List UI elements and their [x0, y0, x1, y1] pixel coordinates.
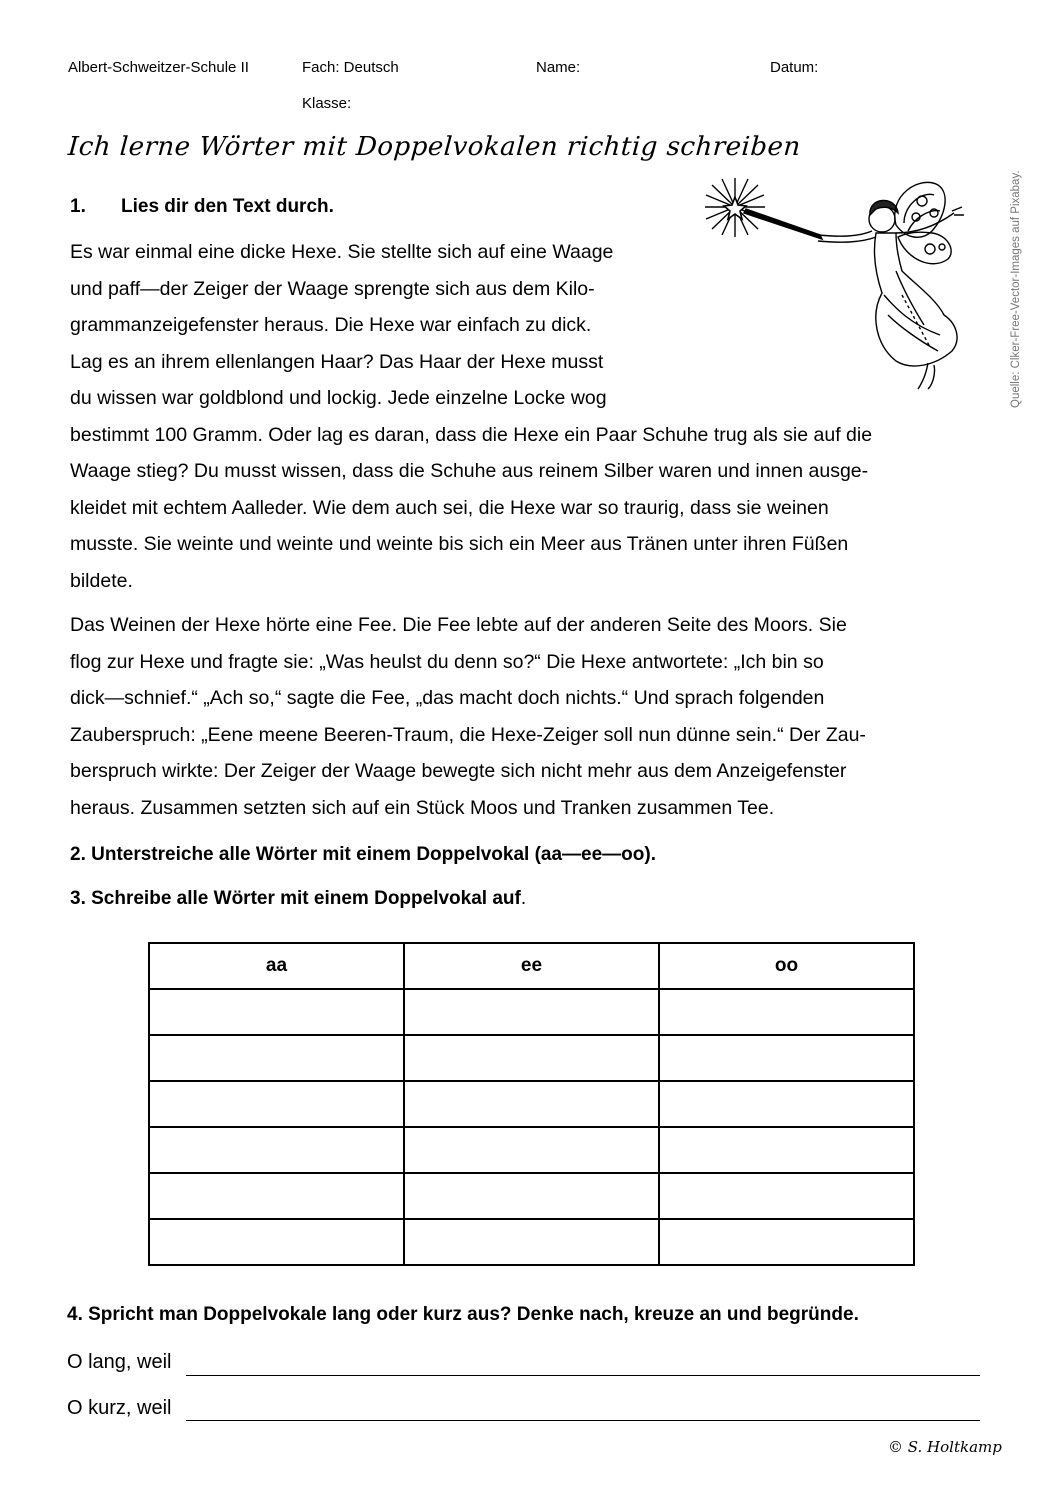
story-line: Waage stieg? Du musst wissen, dass die Schuhe aus reinem Silber waren und innen ausge- [70, 460, 869, 482]
image-source-credit: Quelle: Clker-Free-Vector-Images auf Pixabay. [1010, 170, 1022, 408]
task3-instruction [70, 888, 526, 910]
story-line: Lag es an ihrem ellenlangen Haar? Das Haar der Hexe musst [70, 350, 604, 373]
story-line: flog zur Hexe und fragte sie: „Was heulst du denn so?“ Die Hexe antwortete: „Ich bin so [70, 650, 824, 673]
table-row [149, 1173, 914, 1219]
option-long[interactable]: O lang, weil [67, 1351, 172, 1373]
table-row [149, 1127, 914, 1173]
story-paragraph-2 [70, 607, 866, 826]
table-row [149, 1035, 914, 1081]
table-row [149, 1081, 914, 1127]
story-line: Es war einmal eine dicke Hexe. Sie stellte sich auf eine Waage [70, 241, 614, 263]
answer-cell[interactable] [659, 1081, 914, 1127]
story-line: und paff—der Zeiger der Waage sprengte sich aus dem Kilo- [70, 277, 595, 300]
answer-cell[interactable] [404, 1127, 659, 1173]
task1-number: 1. [70, 196, 86, 217]
copyright-note: © S. Holtkamp [888, 1438, 1002, 1456]
table-row [149, 989, 914, 1035]
task2-instruction: 2. Unterstreiche alle Wörter mit einem Doppelvokal (aa—ee—oo). [70, 844, 656, 865]
story-line: berspruch wirkte: Der Zeiger der Waage bewegte sich nicht mehr aus dem Anzeigefenster [70, 760, 847, 782]
answer-cell[interactable] [659, 1173, 914, 1219]
answer-cell[interactable] [149, 1035, 404, 1081]
story-line: heraus. Zusammen setzten sich auf ein Stück Moos und Tranken zusammen Tee. [70, 796, 775, 819]
answer-cell[interactable] [149, 1127, 404, 1173]
answer-cell[interactable] [404, 989, 659, 1035]
worksheet-title: Ich lerne Wörter mit Doppelvokalen richtig schreiben [66, 132, 802, 162]
task3-period: . [520, 888, 527, 909]
answer-cell[interactable] [149, 1081, 404, 1127]
column-header-oo: oo [659, 943, 914, 989]
answer-cell[interactable] [659, 989, 914, 1035]
answer-cell[interactable] [659, 1127, 914, 1173]
answer-cell[interactable] [659, 1219, 914, 1265]
story-line: musste. Sie weinte und weinte und weinte bis sich ein Meer aus Tränen unter ihren Füßen [70, 533, 849, 555]
column-header-ee: ee [404, 943, 659, 989]
story-line: du wissen war goldblond und lockig. Jede einzelne Locke wog [70, 387, 607, 409]
double-vowel-table [148, 942, 915, 1266]
answer-cell[interactable] [404, 1035, 659, 1081]
story-line: bildete. [70, 569, 133, 592]
answer-cell[interactable] [404, 1173, 659, 1219]
answer-line-long[interactable] [186, 1375, 980, 1376]
task3-text: 3. Schreibe alle Wörter mit einem Doppelvokal auf [70, 888, 521, 909]
name-label: Name: [536, 59, 581, 76]
answer-cell[interactable] [149, 989, 404, 1035]
task4-instruction: 4. Spricht man Doppelvokale lang oder kurz aus? Denke nach, kreuze an und begründe. [67, 1304, 859, 1325]
story-paragraph-1 [70, 234, 872, 599]
story-line: kleidet mit echtem Aalleder. Wie dem auch sei, die Hexe war so traurig, dass sie weinen [70, 496, 829, 519]
story-line: grammanzeigefenster heraus. Die Hexe war einfach zu dick. [70, 314, 592, 336]
answer-cell[interactable] [659, 1035, 914, 1081]
answer-line-short[interactable] [186, 1420, 980, 1421]
table-row [149, 1219, 914, 1265]
story-line: Zauberspruch: „Eene meene Beeren-Traum, die Hexe-Zeiger soll nun dünne sein.“ Der Zau- [70, 723, 866, 746]
answer-cell[interactable] [149, 1173, 404, 1219]
story-line: dick—schnief.“ „Ach so,“ sagte die Fee, „das macht doch nichts.“ Und sprach folgenden [70, 687, 825, 709]
answer-cell[interactable] [404, 1081, 659, 1127]
column-header-aa: aa [149, 943, 404, 989]
subject-label: Fach: Deutsch [302, 59, 399, 76]
date-label: Datum: [770, 59, 819, 76]
option-short[interactable]: O kurz, weil [67, 1397, 172, 1419]
story-line: bestimmt 100 Gramm. Oder lag es daran, dass die Hexe ein Paar Schuhe trug als sie auf die [70, 423, 873, 446]
task1-instruction: Lies dir den Text durch. [121, 196, 334, 217]
class-label: Klasse: [302, 95, 352, 112]
answer-cell[interactable] [404, 1219, 659, 1265]
star-sparkle-icon [705, 178, 765, 237]
story-line: Das Weinen der Hexe hörte eine Fee. Die Fee lebte auf der anderen Seite des Moors. Sie [70, 614, 847, 636]
school-name: Albert-Schweitzer-Schule II [68, 59, 249, 76]
answer-cell[interactable] [149, 1219, 404, 1265]
table-header-row [149, 943, 914, 989]
